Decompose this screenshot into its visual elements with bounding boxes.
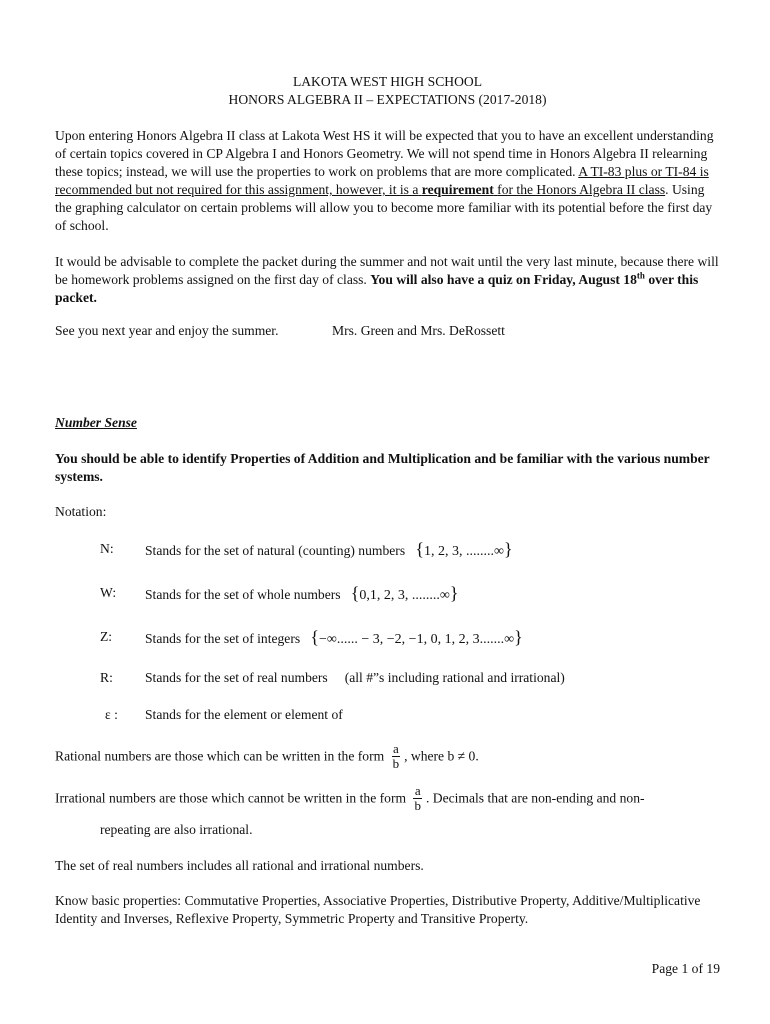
properties-list: Know basic properties: Commutative Properties, Associative Properties, Distributive Property, Additive/Multiplicative Identity and Inverses, Reflexive Property, Symmetric Property and Transitive Property.	[55, 893, 701, 926]
notation-description: Stands for the set of real numbers (all #”s including rational and irrational)	[145, 670, 565, 685]
notation-symbol: ε :	[105, 707, 118, 722]
intro-text: Upon entering Honors Algebra II class at Lakota West HS it will be expected that you to have an excellent understanding of certain topics covered in CP Algebra I and Honors Geometry. We will not spend time in Honors Algebra II relearning these topics; instead, we will use the properties to work on problems that are more complicated.	[55, 128, 714, 179]
notation-description: Stands for the set of natural (counting) numbers {1, 2, 3, ........∞}	[145, 539, 513, 559]
intro-text-end: . Using the graphing calculator on certain problems will allow you to become more familiar with its potential before the first day of school.	[55, 182, 713, 233]
notation-row-integers	[55, 628, 720, 648]
fraction-a-over-b: $\frac{a}{b}$	[392, 741, 400, 771]
requirement-word: requirement	[421, 182, 494, 197]
notation-symbol: R:	[100, 670, 113, 685]
notation-row-real	[55, 669, 720, 689]
notation-symbol: Z:	[100, 629, 113, 644]
notation-row-whole	[55, 584, 720, 604]
school-name: LAKOTA WEST HIGH SCHOOL	[292, 74, 483, 89]
advice-text: It would be advisable to complete the packet during the summer and not wait until the very last minute, because there will be homework problems assigned on the first day of class.	[55, 254, 719, 287]
reals-statement: The set of real numbers includes all rational and irrational numbers.	[55, 858, 424, 873]
closing-line: See you next year and enjoy the summer.	[55, 323, 279, 338]
irrational-definition: Irrational numbers are those which cannot be written in the form $\frac{a}{b}$ . Decimals that are non-ending and non-	[55, 783, 645, 813]
notation-description: Stands for the element or element of	[145, 707, 343, 722]
quiz-note: You will also have a quiz on Friday, August 18th over this packet.	[55, 270, 699, 305]
section-heading: Number Sense	[55, 415, 137, 430]
notation-symbol: N:	[100, 541, 114, 556]
intro-paragraph	[55, 127, 720, 235]
signature: Mrs. Green and Mrs. DeRossett	[332, 323, 505, 338]
document-page	[55, 0, 720, 1024]
notation-row-element	[55, 706, 720, 726]
integer-set: −∞...... − 3, −2, −1, 0, 1, 2, 3.......∞	[319, 632, 515, 647]
rational-definition: Rational numbers are those which can be written in the form $\frac{a}{b}$ , where b ≠ 0.	[55, 741, 479, 771]
notation-description: Stands for the set of integers {−∞...... − 3, −2, −1, 0, 1, 2, 3.......∞}	[145, 627, 523, 647]
notation-label: Notation:	[55, 504, 107, 519]
natural-set: 1, 2, 3, ........∞	[423, 544, 504, 559]
whole-set: 0,1, 2, 3, ........∞	[359, 588, 450, 603]
fraction-a-over-b: $\frac{a}{b}$	[414, 783, 421, 813]
document-title: HONORS ALGEBRA II – EXPECTATIONS (2017-2018)	[228, 92, 547, 107]
notation-row-natural	[55, 540, 720, 560]
real-set-note: (all #”s including rational and irrational)	[344, 670, 565, 685]
section-goal: You should be able to identify Properties of Addition and Multiplication and be familiar with the various number systems.	[55, 451, 710, 484]
advice-paragraph	[55, 253, 720, 307]
notation-description: Stands for the set of whole numbers {0,1, 2, 3, ........∞}	[145, 583, 459, 603]
notation-symbol: W:	[100, 585, 117, 600]
calculator-note: A TI-83 plus or TI-84 is recommended but not required for this assignment, however, it is a requirement for the Honors Algebra II class	[55, 164, 709, 197]
page-number: Page 1 of 19	[651, 961, 720, 976]
irrational-definition-cont: repeating are also irrational.	[100, 822, 253, 837]
